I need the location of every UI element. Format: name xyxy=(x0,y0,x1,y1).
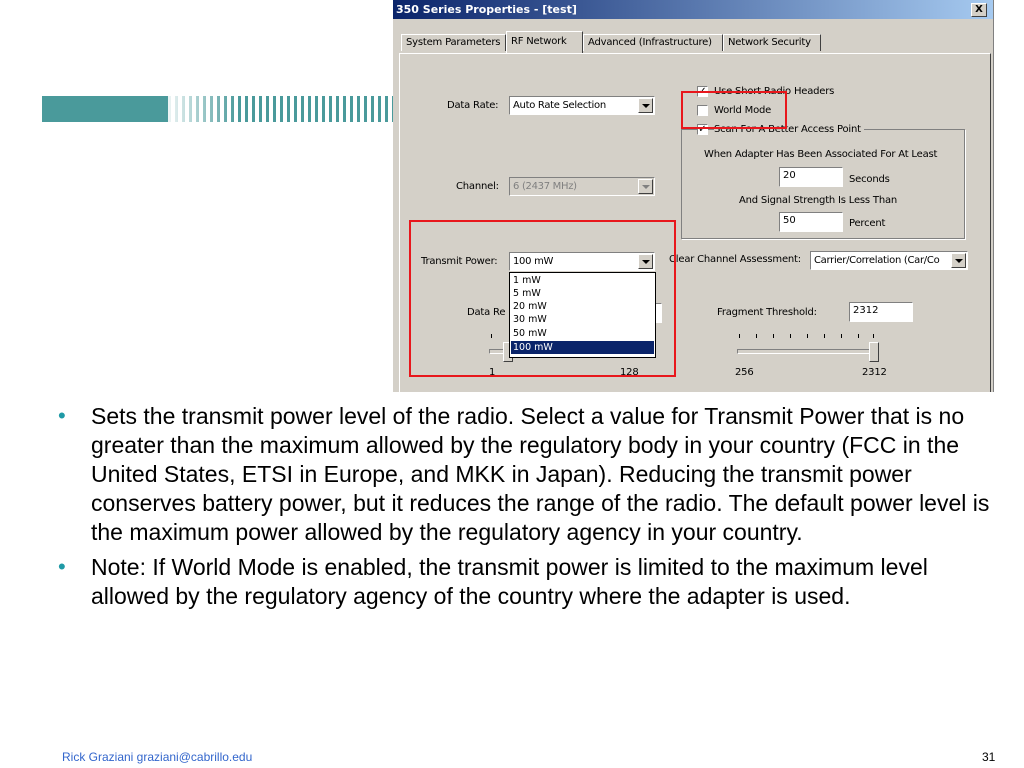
percent-label: Percent xyxy=(849,218,886,229)
slider-tick xyxy=(873,334,874,338)
power-option-1mw[interactable]: 1 mW xyxy=(513,275,541,286)
power-option-50mw[interactable]: 50 mW xyxy=(513,328,547,339)
data-rate-label: Data Rate: xyxy=(447,100,499,111)
fragment-threshold-label: Fragment Threshold: xyxy=(717,307,817,318)
transmit-power-label: Transmit Power: xyxy=(421,256,498,267)
tab-rf-network[interactable]: RF Network xyxy=(506,31,583,53)
world-mode-label: World Mode xyxy=(714,105,772,116)
transmit-power-highlight-box xyxy=(409,220,676,377)
slider2-max-label: 2312 xyxy=(862,367,887,378)
window-title: 350 Series Properties - [test] xyxy=(396,3,577,16)
cca-value: Carrier/Correlation (Car/Co xyxy=(814,255,940,266)
world-mode-highlight-box xyxy=(681,91,787,129)
bullet-item xyxy=(58,553,1008,611)
close-button[interactable]: X xyxy=(971,3,987,17)
tab-network-security[interactable]: Network Security xyxy=(723,34,821,51)
footer-author: Rick Graziani graziani@cabrillo.edu xyxy=(62,750,253,764)
checkmark-icon: ✓ xyxy=(698,124,707,135)
properties-window-screenshot xyxy=(393,0,994,392)
tab-advanced-infrastructure[interactable]: Advanced (Infrastructure) xyxy=(583,34,723,51)
tab-system-parameters[interactable]: System Parameters xyxy=(401,34,506,51)
data-rate-value: Auto Rate Selection xyxy=(513,100,606,111)
chevron-down-icon[interactable] xyxy=(951,253,966,268)
slider-tick xyxy=(858,334,859,338)
slider-tick xyxy=(790,334,791,338)
slider-tick xyxy=(773,334,774,338)
slider2-min-label: 256 xyxy=(735,367,754,378)
slider-tick xyxy=(807,334,808,338)
banner-solid-bar xyxy=(42,96,168,122)
bullet-icon: • xyxy=(58,554,66,579)
bullet-list xyxy=(58,402,1008,617)
percent-input[interactable]: 50 xyxy=(779,212,843,232)
bullet-text: Note: If World Mode is enabled, the transmit power is limited to the maximum level allowed by the regulatory agency of the country where the adapter is used. xyxy=(91,554,928,609)
transmit-power-value: 100 mW xyxy=(513,256,554,267)
data-rate-select[interactable] xyxy=(509,96,655,115)
slider-tick xyxy=(756,334,757,338)
channel-label: Channel: xyxy=(456,181,499,192)
fragment-slider-thumb[interactable] xyxy=(869,342,879,362)
chevron-down-icon[interactable] xyxy=(638,98,653,113)
slider1-max-label: 128 xyxy=(620,367,639,378)
page-number: 31 xyxy=(982,750,996,764)
bullet-text: Sets the transmit power level of the radio. Select a value for Transmit Power that is no greater than the maximum allowed by the regulatory body in your country (FCC in the United States, ETSI in Europe, and MKK in Japan). Reducing the transmit power conserves battery power, but it reduces the range of the radio. The default power level is the maximum power allowed by the regulatory agency in your country. xyxy=(91,403,990,545)
cca-label: Clear Channel Assessment: xyxy=(669,254,801,265)
scan-label: Scan For A Better Access Point xyxy=(714,124,864,135)
slider1-min-label: 1 xyxy=(489,367,496,378)
window-titlebar xyxy=(393,0,993,19)
data-retries-label: Data Re xyxy=(467,307,506,318)
checkmark-icon: ✓ xyxy=(698,86,707,97)
cca-select[interactable] xyxy=(810,251,968,270)
fragment-threshold-input[interactable]: 2312 xyxy=(849,302,913,322)
seconds-input[interactable]: 20 xyxy=(779,167,843,187)
banner-fade xyxy=(168,96,238,122)
short-radio-headers-label: Use Short Radio Headers xyxy=(714,86,835,97)
seconds-label: Seconds xyxy=(849,174,890,185)
power-option-100mw-selected[interactable]: 100 mW xyxy=(511,341,654,354)
slider-tick xyxy=(841,334,842,338)
power-option-30mw[interactable]: 30 mW xyxy=(513,314,547,325)
power-option-20mw[interactable]: 20 mW xyxy=(513,301,547,312)
signal-strength-label: And Signal Strength Is Less Than xyxy=(739,195,898,206)
slider-tick xyxy=(739,334,740,338)
power-option-5mw[interactable]: 5 mW xyxy=(513,288,541,299)
fragment-slider-track[interactable] xyxy=(737,349,879,354)
channel-select[interactable] xyxy=(509,177,655,196)
bullet-icon: • xyxy=(58,403,66,428)
decorative-banner xyxy=(42,96,394,122)
associated-label: When Adapter Has Been Associated For At Least xyxy=(704,149,938,160)
chevron-down-icon[interactable] xyxy=(638,179,653,194)
bullet-item xyxy=(58,402,1008,547)
channel-value: 6 (2437 MHz) xyxy=(513,181,577,192)
slider-tick xyxy=(824,334,825,338)
